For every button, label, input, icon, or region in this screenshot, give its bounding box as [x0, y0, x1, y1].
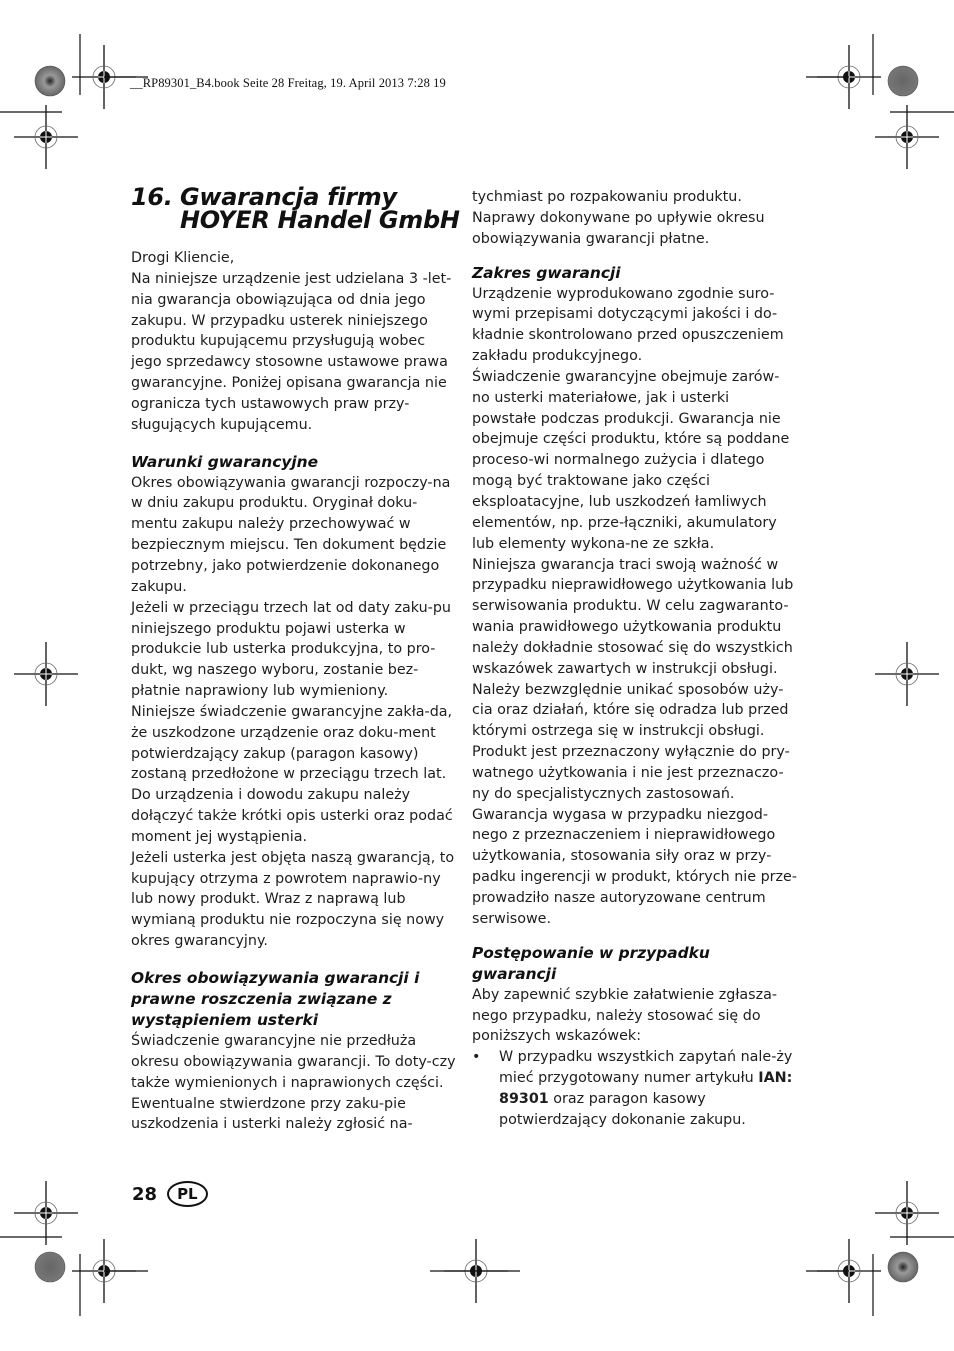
paragraph: Jeżeli w przeciągu trzech lat od daty zaku-pu niniejszego produktu pojawi usterka w produkcie lub usterka produkcyjna, to pro-dukt, wg naszego wyboru, zostanie bez-płatnie naprawiony lub wymieniony.: [131, 599, 451, 700]
registration-mark-icon: [14, 642, 78, 706]
starburst-target-icon: [888, 1252, 918, 1282]
page-title: [131, 183, 460, 234]
paragraph: Świadczenie gwarancyjne obejmuje zarów-no usterki materiałowe, jak i usterki powstałe podczas produkcji. Gwarancja nie obejmuje części produktu, które są poddane proceso-wi normalnego zużycia i dlatego mogą być traktowane jako części eksploatacyjne, lub uszkodzeń łamliwych elementów, np. prze-łączniki, akumulatory lub elementy wykona-ne ze szkła.: [472, 368, 790, 552]
starburst-target-icon: [35, 66, 65, 96]
color-target-icon: [888, 66, 918, 96]
paragraph: Gwarancja wygasa w przypadku niezgod-nego z przeznaczeniem i nieprawidłowego użytkowania, stosowania siły oraz w przy-padku ingerencji w produkt, których nie prze-prowadziło nasze autoryzowane centrum serwisowe.: [472, 806, 797, 927]
bullet-text: W przypadku wszystkich zapytań nale-ży mieć przygotowany numer artykułu IAN: 89301 oraz paragon kasowy potwierdzający dokonanie zakupu.: [499, 1049, 793, 1128]
page-number: 28: [132, 1183, 158, 1205]
left-column: [131, 248, 456, 1135]
registration-mark-icon: [875, 642, 939, 706]
language-badge: PL: [167, 1181, 208, 1207]
intro-paragraph: Na niniejsze urządzenie jest udzielana 3 -let-nia gwarancja obowiązująca od dnia jego zakupu. W przypadku usterek niniejszego produktu kupującemu przysługują wobec jego sprzedawcy stosowne ustawowe prawa gwarancyjne. Poniżej opisana gwarancja nie ogranicza tych ustawowych praw przy-sługujących kupującemu.: [131, 270, 452, 433]
bullet-icon: •: [472, 1049, 481, 1066]
registration-mark-icon: [875, 105, 939, 169]
registration-mark-icon: [14, 105, 78, 169]
ian-number: IAN: 89301: [499, 1070, 793, 1107]
paragraph: Aby zapewnić szybkie załatwienie zgłasza-nego przypadku, należy stosować się do poniższych wskazówek:: [472, 986, 778, 1045]
paragraph: Niniejsza gwarancja traci swoją ważność w przypadku nieprawidłowego użytkowania lub serwisowania produktu. W celu zagwaranto-wania prawidłowego użytkowania produktu należy dokładnie stosować się do wszystkich wskazówek zawartych w instrukcji obsługi.: [472, 556, 794, 677]
title-line-2: HOYER Handel GmbH: [180, 206, 460, 234]
paragraph: Świadczenie gwarancyjne nie przedłuża okresu obowiązywania gwarancji. To doty-czy także wymienionych i naprawionych części. Ewentualne stwierdzone przy zaku-pie uszkodzenia i usterki należy zgłosić na-: [131, 1033, 456, 1133]
page-footer: [132, 1181, 208, 1207]
paragraph: Należy bezwzględnie unikać sposobów uży-cia oraz działań, które się odradza lub przed którymi ostrzega się w instrukcji obsługi.: [472, 681, 789, 740]
paragraph: Niniejsze świadczenie gwarancyjne zakła-da, że uszkodzone urządzenie oraz doku-ment potwierdzający zakup (paragon kasowy) zostaną przedłożone w przeciągu trzech lat. Do urządzenia i dowodu zakupu należy dołączyć także krótki opis usterki oraz podać moment jej wystąpienia.: [131, 703, 453, 845]
paragraph: Jeżeli usterka jest objęta naszą gwarancją, to kupujący otrzyma z powrotem naprawio-ny lub nowy produkt. Wraz z naprawą lub wymianą produktu nie rozpoczyna się nowy okres gwarancyjny.: [131, 849, 455, 950]
paragraph: Produkt jest przeznaczony wyłącznie do pry-watnego użytkowania i nie jest przeznaczo-ny do specjalistycznych zastosowań.: [472, 744, 790, 802]
greeting: Drogi Kliencie,: [131, 250, 235, 266]
heading-warranty-period: Okres obowiązywania gwarancji i prawne roszczenia związane z wystąpieniem usterki: [131, 969, 420, 1029]
color-target-icon: [35, 1252, 65, 1282]
heading-warranty-scope: Zakres gwarancji: [472, 263, 621, 282]
print-slug-header: __RP89301_B4.book Seite 28 Freitag, 19. April 2013 7:28 19: [130, 76, 446, 90]
paragraph: Urządzenie wyprodukowano zgodnie suro-wymi przepisami dotyczącymi jakości i do-kładnie skontrolowano przed opuszczeniem zakładu produkcyjnego.: [472, 285, 784, 365]
heading-warranty-conditions: Warunki gwarancyjne: [131, 452, 319, 471]
heading-warranty-procedure: Postępowanie w przypadku gwarancji: [472, 943, 710, 983]
right-column: [472, 187, 797, 1131]
registration-mark-icon: [875, 1181, 939, 1245]
continuation-paragraph: tychmiast po rozpakowaniu produktu. Naprawy dokonywane po upływie okresu obowiązywania gwarancji płatne.: [472, 189, 765, 247]
section-number: 16.: [131, 183, 173, 211]
list-item: [472, 1047, 797, 1130]
title-line-1: Gwarancja firmy: [180, 183, 397, 211]
registration-mark-icon: [14, 1181, 78, 1245]
paragraph: Okres obowiązywania gwarancji rozpoczy-na w dniu zakupu produktu. Oryginał doku-mentu zakupu należy przechowywać w bezpiecznym miejscu. Ten dokument będzie potrzebny, jako potwierdzenie dokonanego zakupu.: [131, 474, 451, 595]
